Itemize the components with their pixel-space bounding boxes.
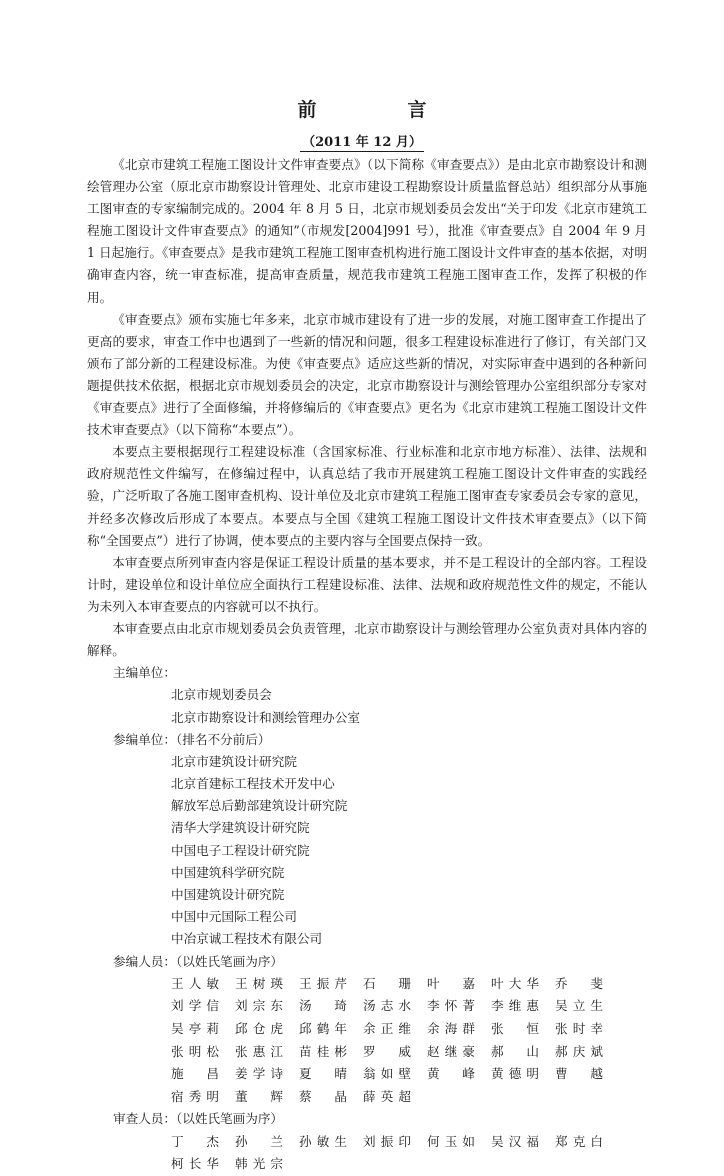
participant-name: 赵继豪	[427, 1043, 475, 1059]
participant-name: 李维惠	[491, 998, 539, 1014]
participant-name: 张 恒	[491, 1020, 539, 1036]
participating-unit: 中国电子工程设计研究院	[171, 842, 310, 858]
participating-units-label: 参编单位：（排名不分前后）	[113, 731, 271, 747]
participant-name: 邱鹤年	[299, 1020, 347, 1036]
participant-name: 乔 斐	[555, 975, 603, 991]
participant-name: 汤 琦	[299, 998, 347, 1014]
participating-unit: 中国中元国际工程公司	[171, 909, 297, 925]
publication-date	[0, 131, 724, 150]
participant-name: 施 昌	[171, 1066, 219, 1082]
reviewers-list	[171, 1131, 627, 1176]
participant-name: 叶大华	[491, 975, 539, 991]
participant-name: 王振芹	[299, 975, 347, 991]
page-title: 前 言	[297, 99, 463, 121]
participant-name: 翁如壁	[363, 1066, 411, 1082]
participating-unit: 中国建筑科学研究院	[171, 864, 285, 880]
participants-label: 参编人员：（以姓氏笔画为序）	[113, 953, 284, 969]
participant-name: 叶 嘉	[427, 975, 475, 991]
participating-unit: 中冶京诚工程技术有限公司	[171, 931, 323, 947]
reviewer-name: 柯长华	[171, 1156, 219, 1172]
reviewer-name: 丁 杰	[171, 1133, 219, 1149]
participant-name: 王树瑛	[235, 975, 283, 991]
participant-name: 吴亭莉	[171, 1020, 219, 1036]
reviewer-name: 刘振印	[363, 1133, 411, 1149]
participant-name: 黄 峰	[427, 1066, 475, 1082]
paragraph: 本审查要点所列审查内容是保证工程设计质量的基本要求，并不是工程设计的全部内容。工程设计时，建设单位和设计单位应全面执行工程建设标准、法律、法规和政府规范性文件的规定，不能认为未列入本审查要点的内容就可以不执行。	[87, 554, 647, 614]
participant-name: 张明松	[171, 1043, 219, 1059]
participant-name: 王人敏	[171, 975, 219, 991]
participant-name: 邱仓虎	[235, 1020, 283, 1036]
participating-unit: 北京首建标工程技术开发中心	[171, 776, 335, 792]
reviewer-name: 何玉如	[427, 1133, 475, 1149]
participants-list	[171, 973, 627, 1109]
participant-name: 张时幸	[555, 1020, 603, 1036]
participant-name: 姜学诗	[235, 1066, 283, 1082]
participant-name: 宿秀明	[171, 1088, 219, 1104]
participant-name: 董 辉	[235, 1088, 283, 1104]
participating-unit: 解放军总后勤部建筑设计研究院	[171, 798, 348, 814]
participating-unit: 北京市建筑设计研究院	[171, 753, 297, 769]
reviewer-name: 孙敏生	[299, 1133, 347, 1149]
participant-name: 黄德明	[491, 1066, 539, 1082]
reviewer-name: 孙 兰	[235, 1133, 283, 1149]
participant-name: 李怀菁	[427, 998, 475, 1014]
chief-editors-label: 主编单位：	[113, 665, 176, 681]
paragraph: 本审查要点由北京市规划委员会负责管理，北京市勘察设计与测绘管理办公室负责对具体内容的解释。	[87, 620, 647, 659]
participant-name: 罗 威	[363, 1043, 411, 1059]
paragraph: 《审查要点》颁布实施七年多来，北京市城市建设有了进一步的发展，对施工图审查工作提出了更高的要求，审查工作中也遇到了一些新的情况和问题，很多工程建设标准进行了修订，有关部门又颁布了部分新的工程建设标准。为使《审查要点》适应这些新的情况，对实际审查中遇到的各种新问题提供技术依据，根据北京市规划委员会的决定，北京市勘察设计与测绘管理办公室组织部分专家对《审查要点》进行了全面修编，并将修编后的《审查要点》更名为《北京市建筑工程施工图设计文件技术审查要点》（以下简称“本要点”）。	[87, 311, 647, 438]
paragraph: 《北京市建筑工程施工图设计文件审查要点》（以下简称《审查要点》）是由北京市勘察设计和测绘管理办公室（原北京市勘察设计管理处、北京市建设工程勘察设计质量监督总站）组织部分从事施工图审查的专家编制完成的。2004 年 8 月 5 日，北京市规划委员会发出“关于印发《北京市建筑工程施工图设计文件审查要点》的通知”（市规发[2004]991 号），批准《审查要点》自 2004 年 9 月 1 日起施行。《审查要点》是我市建筑工程施工图审查机构进行施工图设计文件审查的基本依据，对明确审查内容，统一审查标准，提高审查质量，规范我市建筑工程施工图审查工作，发挥了积极的作用。	[87, 157, 647, 305]
participant-name: 石 珊	[363, 975, 411, 991]
participant-name: 刘宗东	[235, 998, 283, 1014]
publication-date-text: （2011 年 12 月）	[302, 135, 422, 150]
participant-name: 曹 越	[555, 1066, 603, 1082]
reviewer-name: 郑克白	[555, 1133, 603, 1149]
participant-name: 薛英超	[363, 1088, 411, 1104]
document-body	[87, 154, 647, 1176]
participant-name: 刘学信	[171, 998, 219, 1014]
reviewers-label: 审查人员：（以姓氏笔画为序）	[113, 1111, 284, 1127]
chief-editor-org: 北京市勘察设计和测绘管理办公室	[171, 709, 360, 725]
chief-editor-org: 北京市规划委员会	[171, 687, 272, 703]
reviewer-name: 韩光宗	[235, 1156, 283, 1172]
participating-unit: 中国建筑设计研究院	[171, 887, 285, 903]
participating-unit: 清华大学建筑设计研究院	[171, 820, 310, 836]
participant-name: 余海群	[427, 1020, 475, 1036]
participant-name: 苗桂彬	[299, 1043, 347, 1059]
participant-name: 余正维	[363, 1020, 411, 1036]
participant-name: 吴立生	[555, 998, 603, 1014]
paragraph: 本要点主要根据现行工程建设标准（含国家标准、行业标准和北京市地方标准）、法律、法规和政府规范性文件编写，在修编过程中，认真总结了我市开展建筑工程施工图设计文件审查的实践经验，广泛听取了各施工图审查机构、设计单位及北京市建筑工程施工图审查专家委员会专家的意见，并经多次修改后形成了本要点。本要点与全国《建筑工程施工图设计文件技术审查要点》（以下简称“全国要点”）进行了协调，使本要点的主要内容与全国要点保持一致。	[87, 444, 647, 548]
participant-name: 蔡 晶	[299, 1088, 347, 1104]
participant-name: 郝 山	[491, 1043, 539, 1059]
participant-name: 张惠江	[235, 1043, 283, 1059]
reviewer-name: 吴汉福	[491, 1133, 539, 1149]
participant-name: 汤志水	[363, 998, 411, 1014]
participant-name: 夏 晴	[299, 1066, 347, 1082]
participant-name: 郝庆斌	[555, 1043, 603, 1059]
